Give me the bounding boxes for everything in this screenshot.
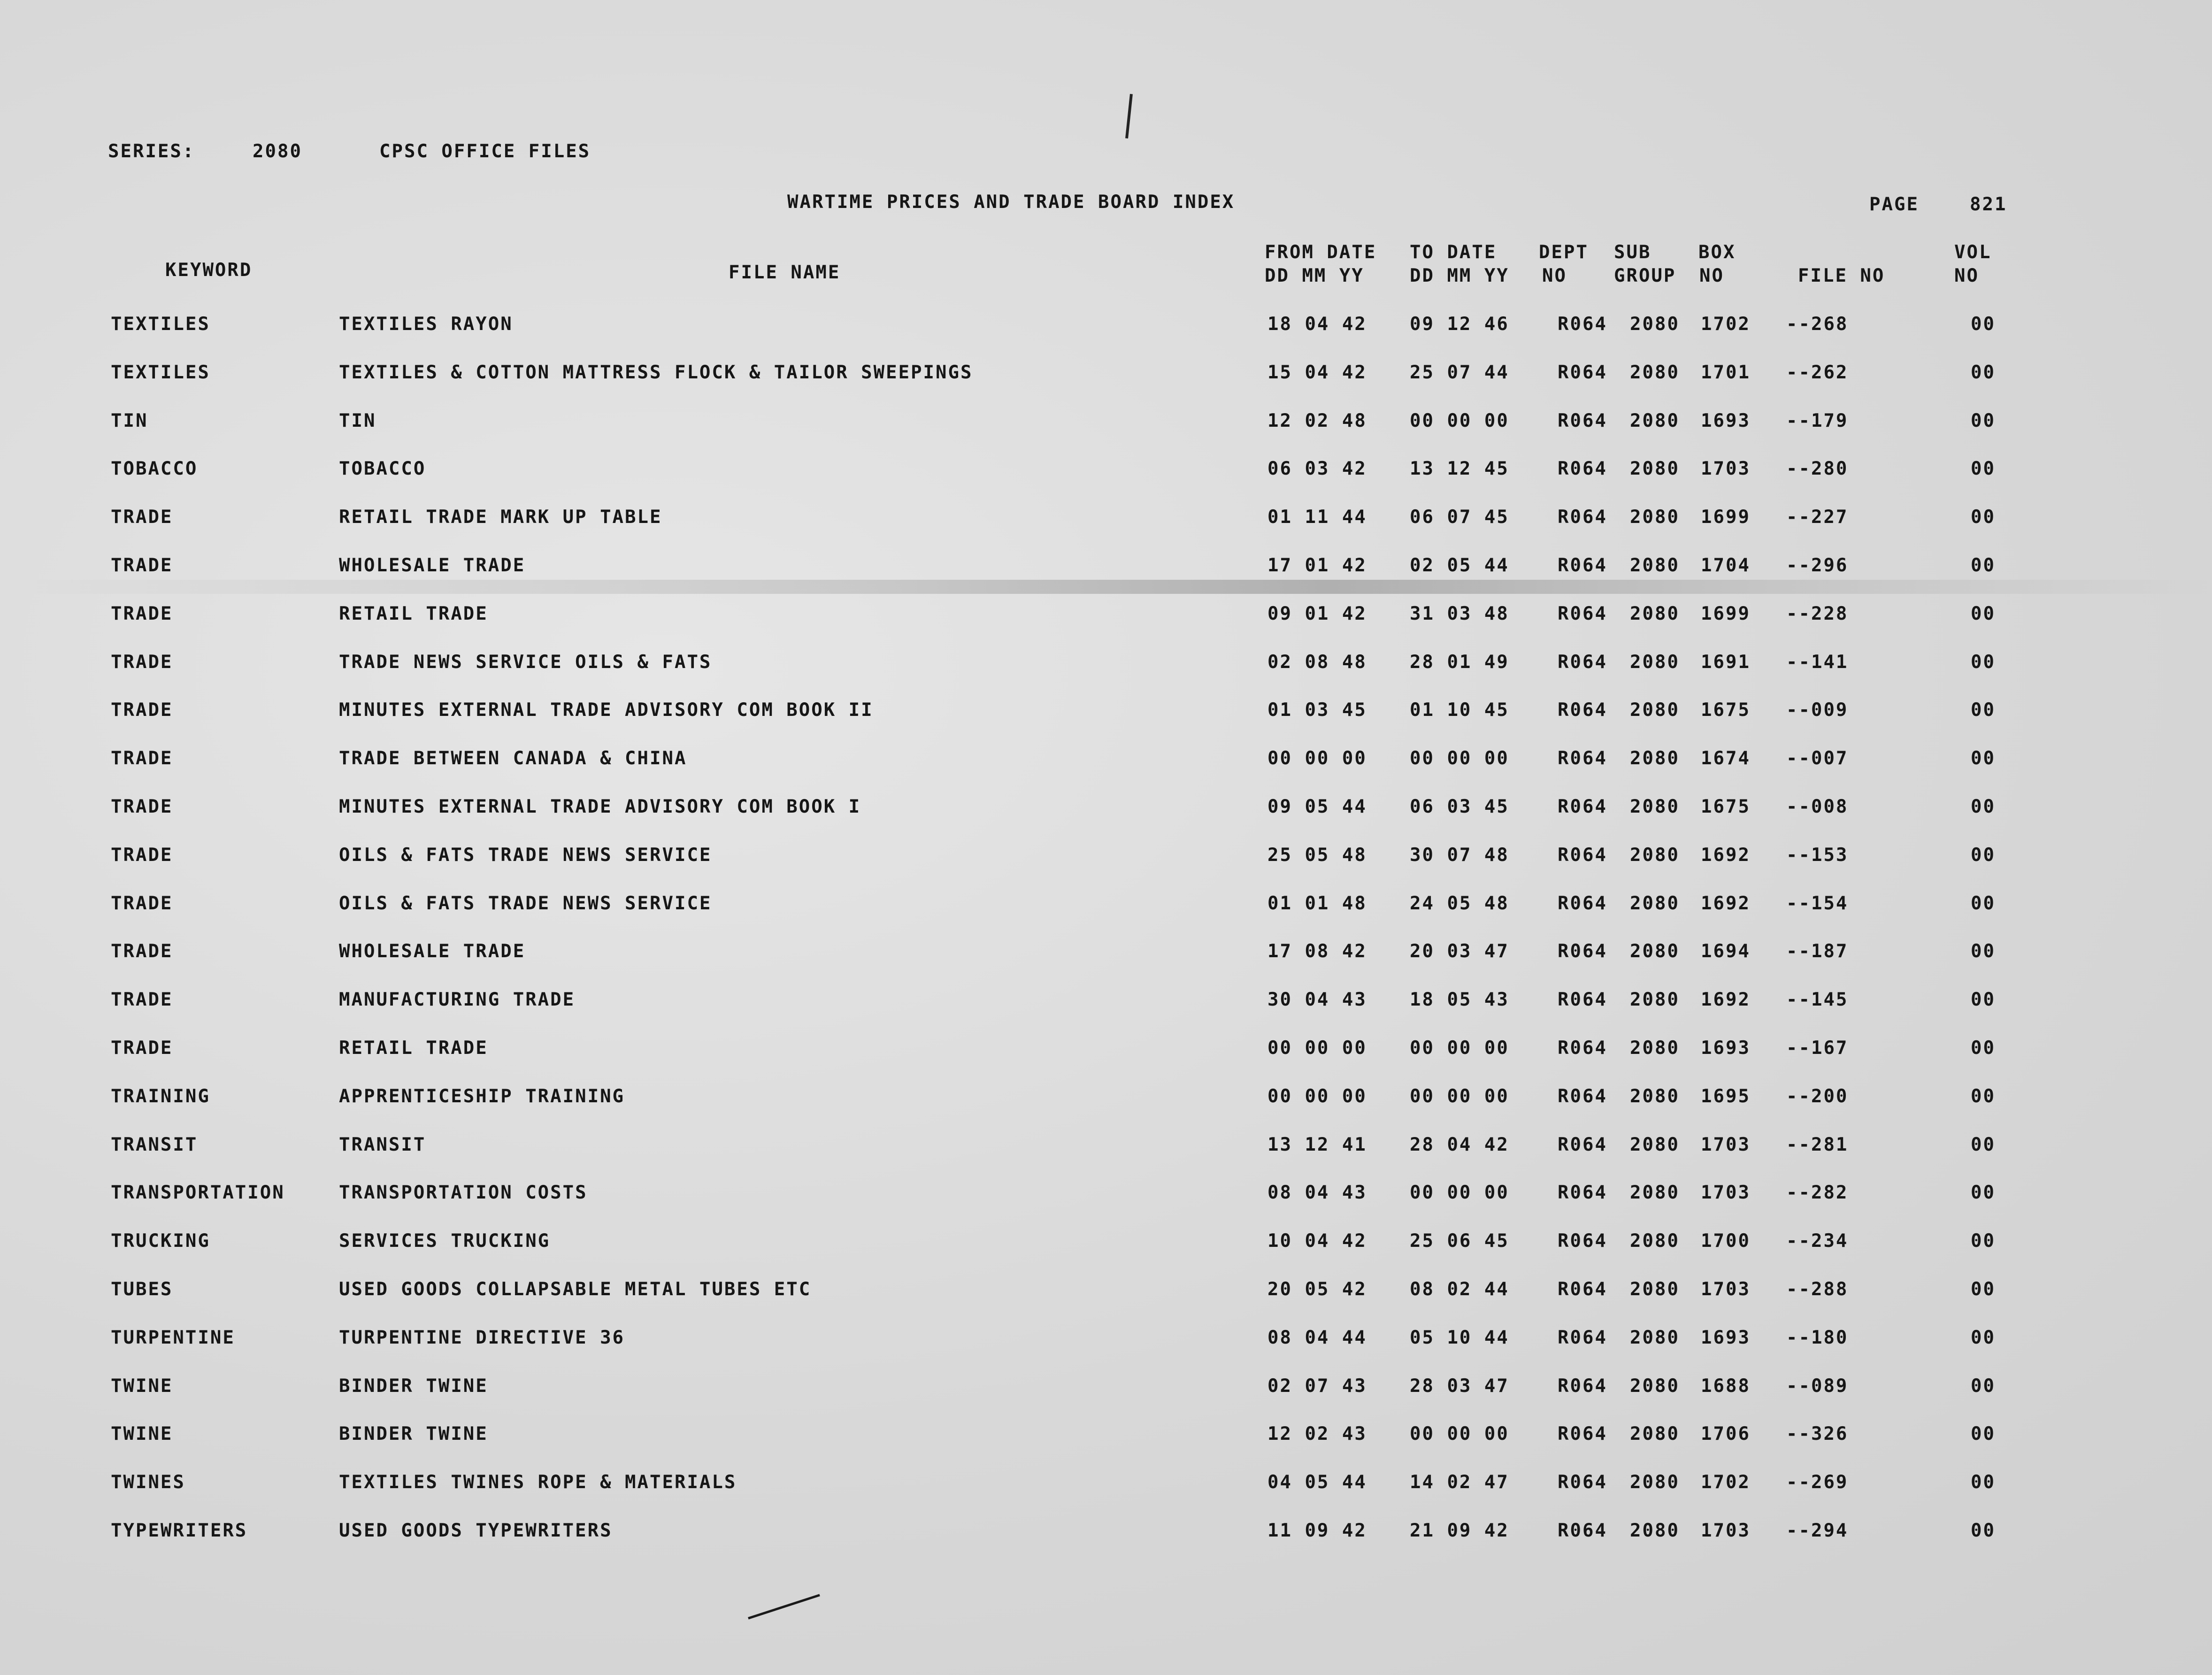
row-keyword: TEXTILES xyxy=(111,314,210,335)
row-file-name: MANUFACTURING TRADE xyxy=(339,989,576,1011)
row-from-date: 10 04 42 xyxy=(1267,1230,1367,1252)
row-box-no: 1692 xyxy=(1701,892,1751,914)
row-from-date: 25 05 48 xyxy=(1267,844,1367,866)
row-from-date: 18 04 42 xyxy=(1267,314,1367,335)
row-from-date: 15 04 42 xyxy=(1267,361,1367,383)
row-file-name: BINDER TWINE xyxy=(339,1423,488,1445)
row-dept-no: R064 xyxy=(1558,507,1607,528)
row-from-date: 17 01 42 xyxy=(1267,555,1367,576)
row-from-date: 13 12 41 xyxy=(1267,1134,1367,1155)
row-to-date: 28 01 49 xyxy=(1410,651,1509,673)
index-title: WARTIME PRICES AND TRADE BOARD INDEX xyxy=(787,192,1235,213)
row-file-no: --282 xyxy=(1786,1182,1849,1204)
row-to-date: 02 05 44 xyxy=(1410,555,1509,576)
row-vol-no: 00 xyxy=(1971,361,1996,383)
row-vol-no: 00 xyxy=(1971,603,1996,624)
row-from-date: 00 00 00 xyxy=(1267,748,1367,769)
row-file-name: TURPENTINE DIRECTIVE 36 xyxy=(339,1327,625,1348)
row-to-date: 28 03 47 xyxy=(1410,1375,1509,1397)
row-sub-group: 2080 xyxy=(1630,410,1680,431)
scan-mark xyxy=(1125,94,1133,138)
row-file-name: MINUTES EXTERNAL TRADE ADVISORY COM BOOK II xyxy=(339,699,874,721)
row-file-no: --269 xyxy=(1786,1472,1849,1493)
col-vol-sub: NO xyxy=(1954,265,1979,286)
row-dept-no: R064 xyxy=(1558,1279,1607,1300)
row-box-no: 1695 xyxy=(1701,1085,1751,1107)
row-to-date: 21 09 42 xyxy=(1410,1520,1509,1541)
row-box-no: 1702 xyxy=(1701,1472,1751,1493)
row-keyword: TUBES xyxy=(111,1279,173,1300)
row-keyword: TYPEWRITERS xyxy=(111,1520,248,1541)
row-keyword: TRADE xyxy=(111,651,173,673)
row-sub-group: 2080 xyxy=(1630,1085,1680,1107)
row-box-no: 1674 xyxy=(1701,748,1751,769)
table-row xyxy=(0,845,2212,873)
table-row xyxy=(0,652,2212,680)
row-file-name: WHOLESALE TRADE xyxy=(339,555,526,576)
row-keyword: TRADE xyxy=(111,699,173,721)
row-file-name: MINUTES EXTERNAL TRADE ADVISORY COM BOOK I xyxy=(339,796,861,817)
row-vol-no: 00 xyxy=(1971,699,1996,721)
row-box-no: 1675 xyxy=(1701,796,1751,817)
row-sub-group: 2080 xyxy=(1630,1423,1680,1445)
row-from-date: 01 11 44 xyxy=(1267,507,1367,528)
page-number: 821 xyxy=(1970,194,2007,215)
row-to-date: 30 07 48 xyxy=(1410,844,1509,866)
row-file-no: --281 xyxy=(1786,1134,1849,1155)
row-file-no: --180 xyxy=(1786,1327,1849,1348)
row-from-date: 02 07 43 xyxy=(1267,1375,1367,1397)
row-file-no: --153 xyxy=(1786,844,1849,866)
row-from-date: 06 03 42 xyxy=(1267,458,1367,480)
col-from-date-sub: DD MM YY xyxy=(1265,265,1364,286)
row-dept-no: R064 xyxy=(1558,1423,1607,1445)
table-row xyxy=(0,1375,2212,1404)
row-file-name: TEXTILES & COTTON MATTRESS FLOCK & TAILOR SWEEPINGS xyxy=(339,361,973,383)
row-to-date: 00 00 00 xyxy=(1410,1423,1509,1445)
row-sub-group: 2080 xyxy=(1630,1327,1680,1348)
row-dept-no: R064 xyxy=(1558,1230,1607,1252)
row-file-name: TRANSPORTATION COSTS xyxy=(339,1182,588,1204)
col-box: BOX xyxy=(1698,242,1736,263)
row-vol-no: 00 xyxy=(1971,1423,1996,1445)
row-to-date: 00 00 00 xyxy=(1410,748,1509,769)
table-row xyxy=(0,410,2212,438)
table-row xyxy=(0,1279,2212,1307)
row-file-name: BINDER TWINE xyxy=(339,1375,488,1397)
row-dept-no: R064 xyxy=(1558,989,1607,1011)
table-row xyxy=(0,1327,2212,1355)
col-file-name: FILE NAME xyxy=(729,262,841,283)
row-box-no: 1693 xyxy=(1701,1327,1751,1348)
row-box-no: 1692 xyxy=(1701,844,1751,866)
row-dept-no: R064 xyxy=(1558,1037,1607,1059)
table-row xyxy=(0,507,2212,535)
row-file-no: --167 xyxy=(1786,1037,1849,1059)
series-label: SERIES: xyxy=(108,141,195,162)
row-to-date: 00 00 00 xyxy=(1410,1037,1509,1059)
row-dept-no: R064 xyxy=(1558,748,1607,769)
row-keyword: TRADE xyxy=(111,892,173,914)
row-dept-no: R064 xyxy=(1558,1520,1607,1541)
series-title: CPSC OFFICE FILES xyxy=(379,141,591,162)
table-row xyxy=(0,603,2212,631)
row-from-date: 04 05 44 xyxy=(1267,1472,1367,1493)
row-from-date: 01 03 45 xyxy=(1267,699,1367,721)
row-keyword: TRADE xyxy=(111,941,173,962)
row-keyword: TWINE xyxy=(111,1423,173,1445)
row-from-date: 12 02 43 xyxy=(1267,1423,1367,1445)
col-file-no: FILE NO xyxy=(1798,265,1885,286)
row-keyword: TRADE xyxy=(111,844,173,866)
row-from-date: 02 08 48 xyxy=(1267,651,1367,673)
row-file-name: TOBACCO xyxy=(339,458,426,480)
row-file-name: TIN xyxy=(339,410,376,431)
row-box-no: 1702 xyxy=(1701,314,1751,335)
row-keyword: TRAINING xyxy=(111,1085,210,1107)
row-file-name: TEXTILES TWINES ROPE & MATERIALS xyxy=(339,1472,737,1493)
row-keyword: TRADE xyxy=(111,989,173,1011)
row-file-no: --145 xyxy=(1786,989,1849,1011)
row-dept-no: R064 xyxy=(1558,1085,1607,1107)
row-vol-no: 00 xyxy=(1971,314,1996,335)
row-to-date: 01 10 45 xyxy=(1410,699,1509,721)
row-dept-no: R064 xyxy=(1558,1134,1607,1155)
table-row xyxy=(0,1086,2212,1114)
row-file-name: OILS & FATS TRADE NEWS SERVICE xyxy=(339,892,712,914)
row-sub-group: 2080 xyxy=(1630,1230,1680,1252)
row-dept-no: R064 xyxy=(1558,1472,1607,1493)
row-file-name: RETAIL TRADE xyxy=(339,1037,488,1059)
row-sub-group: 2080 xyxy=(1630,1472,1680,1493)
row-box-no: 1694 xyxy=(1701,941,1751,962)
table-row xyxy=(0,1230,2212,1259)
row-vol-no: 00 xyxy=(1971,1327,1996,1348)
row-file-no: --179 xyxy=(1786,410,1849,431)
row-vol-no: 00 xyxy=(1971,1472,1996,1493)
table-row xyxy=(0,1472,2212,1500)
row-vol-no: 00 xyxy=(1971,796,1996,817)
row-from-date: 12 02 48 xyxy=(1267,410,1367,431)
row-sub-group: 2080 xyxy=(1630,458,1680,480)
row-keyword: TRANSIT xyxy=(111,1134,198,1155)
series-number: 2080 xyxy=(253,141,302,162)
row-from-date: 01 01 48 xyxy=(1267,892,1367,914)
table-row xyxy=(0,1520,2212,1548)
row-keyword: TEXTILES xyxy=(111,361,210,383)
row-dept-no: R064 xyxy=(1558,458,1607,480)
row-dept-no: R064 xyxy=(1558,555,1607,576)
row-to-date: 00 00 00 xyxy=(1410,1085,1509,1107)
row-dept-no: R064 xyxy=(1558,410,1607,431)
row-keyword: TRADE xyxy=(111,507,173,528)
row-vol-no: 00 xyxy=(1971,748,1996,769)
row-file-no: --326 xyxy=(1786,1423,1849,1445)
row-file-no: --288 xyxy=(1786,1279,1849,1300)
row-keyword: TURPENTINE xyxy=(111,1327,235,1348)
row-file-no: --154 xyxy=(1786,892,1849,914)
row-vol-no: 00 xyxy=(1971,989,1996,1011)
row-vol-no: 00 xyxy=(1971,555,1996,576)
row-sub-group: 2080 xyxy=(1630,1037,1680,1059)
row-box-no: 1675 xyxy=(1701,699,1751,721)
row-to-date: 09 12 46 xyxy=(1410,314,1509,335)
col-sub-group: GROUP xyxy=(1614,265,1676,286)
row-box-no: 1701 xyxy=(1701,361,1751,383)
row-file-no: --280 xyxy=(1786,458,1849,480)
col-keyword: KEYWORD xyxy=(165,260,253,281)
row-file-no: --009 xyxy=(1786,699,1849,721)
table-row xyxy=(0,1423,2212,1452)
row-dept-no: R064 xyxy=(1558,892,1607,914)
row-sub-group: 2080 xyxy=(1630,603,1680,624)
row-keyword: TWINES xyxy=(111,1472,185,1493)
row-dept-no: R064 xyxy=(1558,1182,1607,1204)
row-vol-no: 00 xyxy=(1971,1520,1996,1541)
row-vol-no: 00 xyxy=(1971,507,1996,528)
row-vol-no: 00 xyxy=(1971,1279,1996,1300)
row-from-date: 08 04 44 xyxy=(1267,1327,1367,1348)
table-row xyxy=(0,362,2212,390)
row-file-no: --296 xyxy=(1786,555,1849,576)
table-row xyxy=(0,989,2212,1017)
row-file-no: --187 xyxy=(1786,941,1849,962)
row-keyword: TRANSPORTATION xyxy=(111,1182,285,1204)
row-dept-no: R064 xyxy=(1558,314,1607,335)
row-vol-no: 00 xyxy=(1971,941,1996,962)
page-label: PAGE xyxy=(1869,194,1919,215)
row-from-date: 09 05 44 xyxy=(1267,796,1367,817)
table-row xyxy=(0,796,2212,824)
row-to-date: 25 07 44 xyxy=(1410,361,1509,383)
row-box-no: 1703 xyxy=(1701,1134,1751,1155)
table-row xyxy=(0,314,2212,342)
row-to-date: 20 03 47 xyxy=(1410,941,1509,962)
col-to-date-sub: DD MM YY xyxy=(1410,265,1509,286)
col-to-date: TO DATE xyxy=(1410,242,1497,263)
row-vol-no: 00 xyxy=(1971,1182,1996,1204)
col-from-date: FROM DATE xyxy=(1265,242,1377,263)
row-sub-group: 2080 xyxy=(1630,844,1680,866)
row-to-date: 24 05 48 xyxy=(1410,892,1509,914)
row-sub-group: 2080 xyxy=(1630,796,1680,817)
row-file-no: --200 xyxy=(1786,1085,1849,1107)
col-dept: DEPT xyxy=(1539,242,1589,263)
table-row xyxy=(0,1037,2212,1066)
row-from-date: 00 00 00 xyxy=(1267,1085,1367,1107)
row-file-name: USED GOODS COLLAPSABLE METAL TUBES ETC xyxy=(339,1279,812,1300)
row-vol-no: 00 xyxy=(1971,651,1996,673)
row-from-date: 30 04 43 xyxy=(1267,989,1367,1011)
row-sub-group: 2080 xyxy=(1630,1134,1680,1155)
table-row xyxy=(0,1182,2212,1210)
row-to-date: 06 07 45 xyxy=(1410,507,1509,528)
row-box-no: 1688 xyxy=(1701,1375,1751,1397)
row-to-date: 13 12 45 xyxy=(1410,458,1509,480)
row-file-no: --008 xyxy=(1786,796,1849,817)
row-box-no: 1699 xyxy=(1701,603,1751,624)
row-file-name: OILS & FATS TRADE NEWS SERVICE xyxy=(339,844,712,866)
col-vol: VOL xyxy=(1954,242,1992,263)
row-box-no: 1691 xyxy=(1701,651,1751,673)
row-box-no: 1704 xyxy=(1701,555,1751,576)
col-box-sub: NO xyxy=(1699,265,1724,286)
row-vol-no: 00 xyxy=(1971,844,1996,866)
row-to-date: 08 02 44 xyxy=(1410,1279,1509,1300)
row-sub-group: 2080 xyxy=(1630,507,1680,528)
row-box-no: 1700 xyxy=(1701,1230,1751,1252)
row-box-no: 1692 xyxy=(1701,989,1751,1011)
row-sub-group: 2080 xyxy=(1630,555,1680,576)
row-from-date: 20 05 42 xyxy=(1267,1279,1367,1300)
row-vol-no: 00 xyxy=(1971,1230,1996,1252)
row-keyword: TRADE xyxy=(111,748,173,769)
row-to-date: 31 03 48 xyxy=(1410,603,1509,624)
row-vol-no: 00 xyxy=(1971,1037,1996,1059)
row-file-name: SERVICES TRUCKING xyxy=(339,1230,551,1252)
row-file-no: --089 xyxy=(1786,1375,1849,1397)
table-row xyxy=(0,893,2212,921)
row-file-no: --234 xyxy=(1786,1230,1849,1252)
row-file-name: APPRENTICESHIP TRAINING xyxy=(339,1085,625,1107)
row-vol-no: 00 xyxy=(1971,1375,1996,1397)
table-row xyxy=(0,1134,2212,1162)
row-to-date: 00 00 00 xyxy=(1410,410,1509,431)
col-sub: SUB xyxy=(1614,242,1651,263)
row-dept-no: R064 xyxy=(1558,603,1607,624)
row-box-no: 1703 xyxy=(1701,1279,1751,1300)
row-file-name: TRADE NEWS SERVICE OILS & FATS xyxy=(339,651,712,673)
table-row xyxy=(0,699,2212,728)
row-box-no: 1693 xyxy=(1701,410,1751,431)
row-sub-group: 2080 xyxy=(1630,651,1680,673)
row-box-no: 1703 xyxy=(1701,458,1751,480)
row-sub-group: 2080 xyxy=(1630,1182,1680,1204)
row-file-no: --227 xyxy=(1786,507,1849,528)
row-dept-no: R064 xyxy=(1558,361,1607,383)
col-dept-sub: NO xyxy=(1542,265,1567,286)
row-to-date: 25 06 45 xyxy=(1410,1230,1509,1252)
row-sub-group: 2080 xyxy=(1630,361,1680,383)
pen-stroke xyxy=(748,1594,820,1619)
row-file-name: TRANSIT xyxy=(339,1134,426,1155)
table-row xyxy=(0,748,2212,776)
table-row xyxy=(0,941,2212,969)
row-box-no: 1703 xyxy=(1701,1520,1751,1541)
row-file-name: TRADE BETWEEN CANADA & CHINA xyxy=(339,748,687,769)
row-keyword: TWINE xyxy=(111,1375,173,1397)
row-box-no: 1703 xyxy=(1701,1182,1751,1204)
row-file-name: TEXTILES RAYON xyxy=(339,314,513,335)
row-file-no: --262 xyxy=(1786,361,1849,383)
row-sub-group: 2080 xyxy=(1630,314,1680,335)
row-box-no: 1706 xyxy=(1701,1423,1751,1445)
row-sub-group: 2080 xyxy=(1630,1520,1680,1541)
row-to-date: 14 02 47 xyxy=(1410,1472,1509,1493)
row-keyword: TIN xyxy=(111,410,148,431)
row-to-date: 06 03 45 xyxy=(1410,796,1509,817)
row-dept-no: R064 xyxy=(1558,651,1607,673)
row-vol-no: 00 xyxy=(1971,458,1996,480)
row-from-date: 08 04 43 xyxy=(1267,1182,1367,1204)
row-sub-group: 2080 xyxy=(1630,699,1680,721)
row-dept-no: R064 xyxy=(1558,941,1607,962)
row-dept-no: R064 xyxy=(1558,796,1607,817)
row-dept-no: R064 xyxy=(1558,1327,1607,1348)
row-file-name: USED GOODS TYPEWRITERS xyxy=(339,1520,613,1541)
row-file-name: RETAIL TRADE MARK UP TABLE xyxy=(339,507,662,528)
row-file-no: --294 xyxy=(1786,1520,1849,1541)
row-sub-group: 2080 xyxy=(1630,1279,1680,1300)
row-file-no: --007 xyxy=(1786,748,1849,769)
row-file-name: RETAIL TRADE xyxy=(339,603,488,624)
row-dept-no: R064 xyxy=(1558,699,1607,721)
row-sub-group: 2080 xyxy=(1630,941,1680,962)
row-sub-group: 2080 xyxy=(1630,1375,1680,1397)
row-box-no: 1699 xyxy=(1701,507,1751,528)
table-row xyxy=(0,458,2212,486)
row-from-date: 17 08 42 xyxy=(1267,941,1367,962)
row-to-date: 05 10 44 xyxy=(1410,1327,1509,1348)
row-sub-group: 2080 xyxy=(1630,892,1680,914)
row-keyword: TRADE xyxy=(111,603,173,624)
row-dept-no: R064 xyxy=(1558,844,1607,866)
row-vol-no: 00 xyxy=(1971,892,1996,914)
row-to-date: 00 00 00 xyxy=(1410,1182,1509,1204)
row-from-date: 00 00 00 xyxy=(1267,1037,1367,1059)
row-keyword: TRADE xyxy=(111,796,173,817)
row-vol-no: 00 xyxy=(1971,1134,1996,1155)
row-to-date: 18 05 43 xyxy=(1410,989,1509,1011)
row-from-date: 09 01 42 xyxy=(1267,603,1367,624)
row-file-name: WHOLESALE TRADE xyxy=(339,941,526,962)
row-dept-no: R064 xyxy=(1558,1375,1607,1397)
table-row xyxy=(0,555,2212,583)
row-vol-no: 00 xyxy=(1971,410,1996,431)
row-file-no: --141 xyxy=(1786,651,1849,673)
row-keyword: TRADE xyxy=(111,1037,173,1059)
row-keyword: TOBACCO xyxy=(111,458,198,480)
row-from-date: 11 09 42 xyxy=(1267,1520,1367,1541)
row-to-date: 28 04 42 xyxy=(1410,1134,1509,1155)
row-vol-no: 00 xyxy=(1971,1085,1996,1107)
row-sub-group: 2080 xyxy=(1630,989,1680,1011)
row-box-no: 1693 xyxy=(1701,1037,1751,1059)
row-file-no: --268 xyxy=(1786,314,1849,335)
row-keyword: TRUCKING xyxy=(111,1230,210,1252)
row-keyword: TRADE xyxy=(111,555,173,576)
row-file-no: --228 xyxy=(1786,603,1849,624)
row-sub-group: 2080 xyxy=(1630,748,1680,769)
